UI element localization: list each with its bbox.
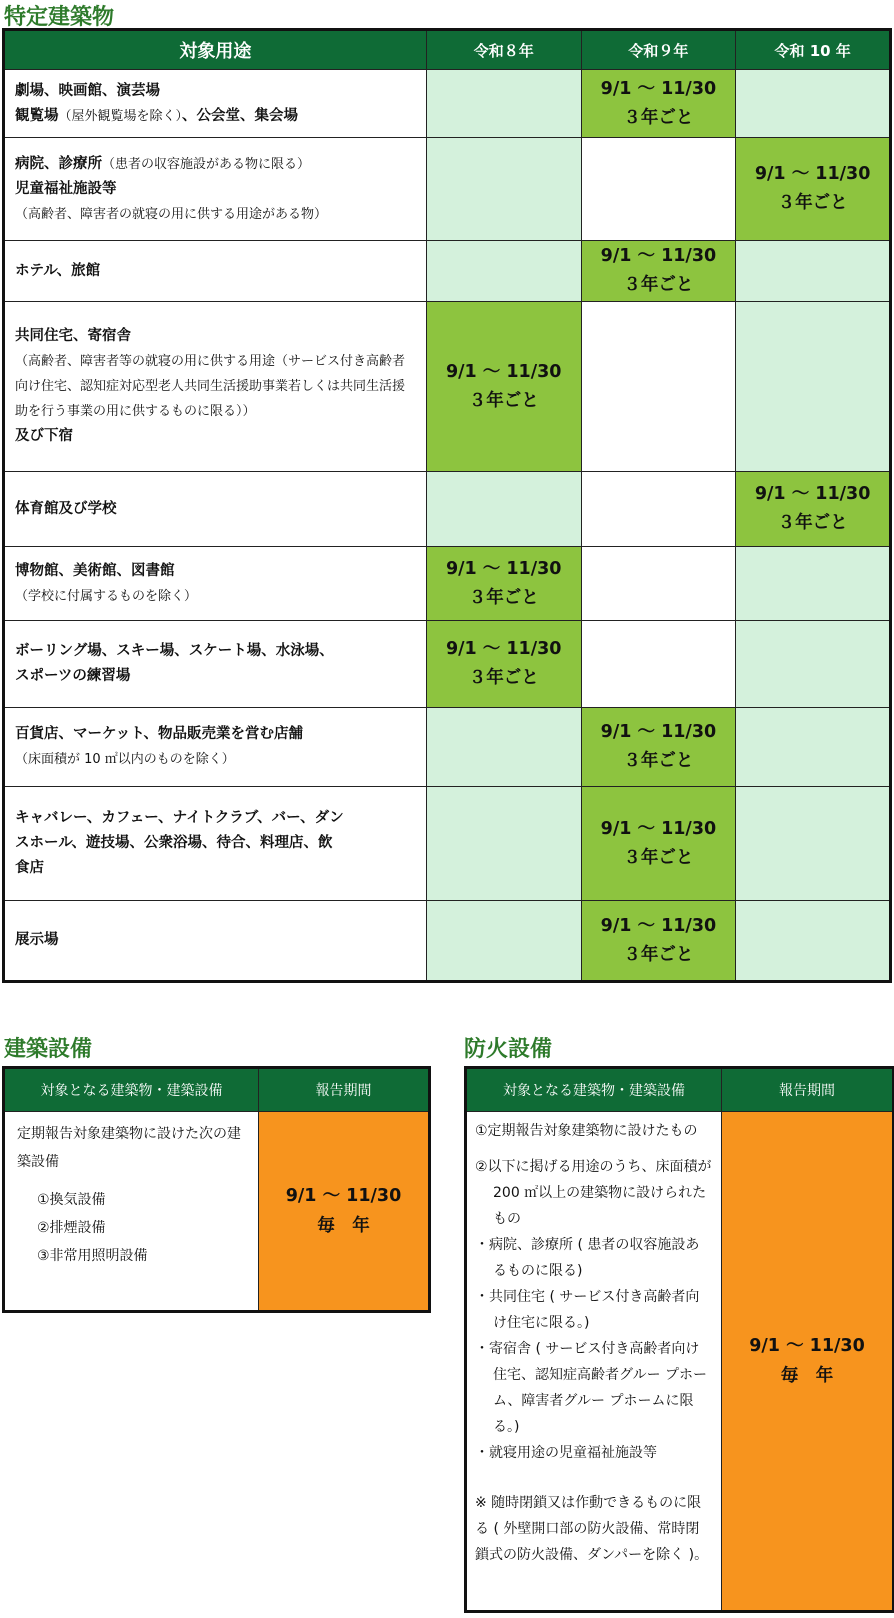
period-cell-empty [426,708,581,787]
fire-bullet: ・共同住宅 ( サービス付き高齢者向け住宅に限る。) [475,1289,700,1331]
period-cell-empty [736,787,891,901]
period-cell-empty [426,901,581,982]
use-note: （学校に付属するものを除く） [15,588,198,604]
period-cell-none [581,472,736,547]
use-cell [4,547,427,621]
period-text: 9/1 ～ 11/30 [600,78,717,99]
table-row [4,472,891,547]
use-label: 体育館及び学校 [15,500,117,517]
use-cell [4,787,427,901]
building-equipment-table [2,1066,431,1313]
frequency-text: ３年ごと [623,275,694,295]
period-text: 9/1 ～ 11/30 [285,1186,402,1206]
table-row [4,547,891,621]
period-cell-active [736,472,891,547]
table-row [4,901,891,982]
period-cell-empty [736,302,891,472]
use-label: 展示場 [15,932,59,948]
period-cell-active [581,241,736,302]
table-row [4,138,891,241]
use-label: 観覧場 [15,107,59,124]
period-cell-empty [736,621,891,708]
use-label: スポーツの練習場 [15,668,131,684]
fire-note: ※ 随時閉鎖又は作動できるものに限る ( 外壁開口部の防火設備、常時閉鎖式の防火設備、ダンパーを除く )。 [475,1495,709,1563]
use-note: （患者の収容施設がある物に限る） [102,156,311,172]
header-period: 報告期間 [722,1068,894,1112]
period-cell-active [426,547,581,621]
use-note: （屋外観覧場を除く） [58,108,183,124]
period-cell-none [581,547,736,621]
use-note: （高齢者、障害者等の就寝の用に供する用途（サービス付き高齢者向け住宅、認知症対応型老人共同生活援助事業若しくは共同生活援助を行う事業の用に供するものに限る）） [15,354,406,419]
use-label: 病院、診療所 [15,155,102,172]
table-row [4,621,891,708]
frequency-text: ３年ごと [468,390,539,411]
equipment-item: ③非常用照明設備 [37,1248,148,1264]
header-r10: 令和 10 年 [736,30,891,70]
equipment-intro: 定期報告対象建築物に設けた次の建築設備 [17,1126,241,1170]
fire-bullet: ・寄宿舎 ( サービス付き高齢者向け住宅、認知症高齢者グルー プホーム、障害者グルー プホームに限る。) [475,1341,708,1435]
table-row [466,1112,894,1612]
period-text: 9/1 ～ 11/30 [600,246,717,266]
period-cell-none [581,138,736,241]
period-cell-active [581,901,736,982]
frequency-text: ３年ごと [623,944,694,965]
frequency-text: 毎 年 [780,1366,834,1386]
main-section-title: 特定建築物 [4,5,115,30]
period-cell-empty [736,241,891,302]
period-cell-none [581,302,736,472]
frequency-text: ３年ごと [623,107,694,128]
period-text: 9/1 ～ 11/30 [600,915,717,936]
header-target: 対象となる建築物・建築設備 [4,1068,259,1112]
period-cell-empty [736,70,891,138]
fire-bullet: ・就寝用途の児童福祉施設等 [475,1445,657,1461]
frequency-text: ３年ごと [623,751,694,771]
use-cell [4,70,427,138]
table-row [4,302,891,472]
equipment-item: ①換気設備 [37,1192,106,1208]
use-cell [4,708,427,787]
equipment-item: ②排煙設備 [37,1220,106,1236]
period-cell-active [736,138,891,241]
specified-buildings-table [2,28,892,983]
building-equipment-title: 建築設備 [4,1037,93,1062]
fire-item: ②以下に掲げる用途のうち、床面積が 200 ㎡以上の建築物に設けられたもの [475,1159,712,1227]
period-cell-empty [426,138,581,241]
use-label: 劇場、映画館、演芸場 [15,82,160,99]
frequency-text: ３年ごと [468,668,539,688]
header-period: 報告期間 [259,1068,430,1112]
period-cell-empty [736,547,891,621]
table-header-row [466,1068,894,1112]
period-cell-none [581,621,736,708]
header-r9: 令和９年 [581,30,736,70]
table-row [4,1112,430,1312]
period-text: 9/1 ～ 11/30 [749,1336,865,1356]
use-label: 、公会堂、集会場 [182,107,299,124]
fire-equipment-title: 防火設備 [464,1037,553,1062]
period-cell-active [581,787,736,901]
fire-equipment-table [464,1066,894,1613]
use-cell [4,241,427,302]
period-cell-empty [426,787,581,901]
report-period-cell [722,1112,894,1612]
use-label: ホテル、旅館 [15,262,101,279]
use-label: 及び下宿 [15,428,73,444]
table-header-row [4,1068,430,1112]
table-header-row [4,30,891,70]
use-label: 児童福祉施設等 [15,180,117,197]
period-text: 9/1 ～ 11/30 [445,361,562,382]
use-cell [4,138,427,241]
period-text: 9/1 ～ 11/30 [600,722,717,742]
frequency-text: ３年ごと [777,513,848,533]
frequency-text: 毎 年 [317,1216,370,1236]
period-text: 9/1 ～ 11/30 [754,164,871,184]
use-cell [4,302,427,472]
use-label: 博物館、美術館、図書館 [15,562,175,579]
period-cell-empty [736,901,891,982]
frequency-text: ３年ごと [623,847,694,868]
frequency-text: ３年ごと [777,193,848,213]
period-cell-empty [426,241,581,302]
header-r8: 令和８年 [426,30,581,70]
period-text: 9/1 ～ 11/30 [600,818,717,839]
period-cell-empty [426,70,581,138]
use-note: （床面積が 10 ㎡以内のものを除く） [15,752,235,767]
use-label: ボーリング場、スキー場、スケート場、水泳場、 [15,643,334,659]
table-row [4,70,891,138]
use-cell [4,472,427,547]
period-text: 9/1 ～ 11/30 [754,484,871,504]
frequency-text: ３年ごと [468,587,539,608]
period-text: 9/1 ～ 11/30 [445,558,562,579]
table-row [4,787,891,901]
fire-item: ①定期報告対象建築物に設けたもの [475,1123,698,1139]
header-use: 対象用途 [4,30,427,70]
use-label: 百貨店、マーケット、物品販売業を営む店舗 [15,726,303,742]
use-cell [4,901,427,982]
fire-bullet: ・病院、診療所 ( 患者の収容施設あるものに限る) [475,1237,700,1279]
period-cell-active [426,302,581,472]
period-cell-active [581,70,736,138]
use-note: （高齢者、障害者の就寝の用に供する用途がある物） [15,206,328,222]
report-period-cell [259,1112,430,1312]
period-cell-empty [426,472,581,547]
use-cell [4,621,427,708]
target-cell [466,1112,722,1612]
header-target: 対象となる建築物・建築設備 [466,1068,722,1112]
use-label: 共同住宅、寄宿舎 [15,328,131,344]
table-row [4,241,891,302]
period-cell-empty [736,708,891,787]
use-label: キャバレー、カフェー、ナイトクラブ、バー、ダンスホール、遊技場、公衆浴場、待合、料理店、飲食店 [15,810,344,876]
period-cell-active [581,708,736,787]
table-row [4,708,891,787]
target-cell [4,1112,259,1312]
period-text: 9/1 ～ 11/30 [445,639,562,659]
period-cell-active [426,621,581,708]
